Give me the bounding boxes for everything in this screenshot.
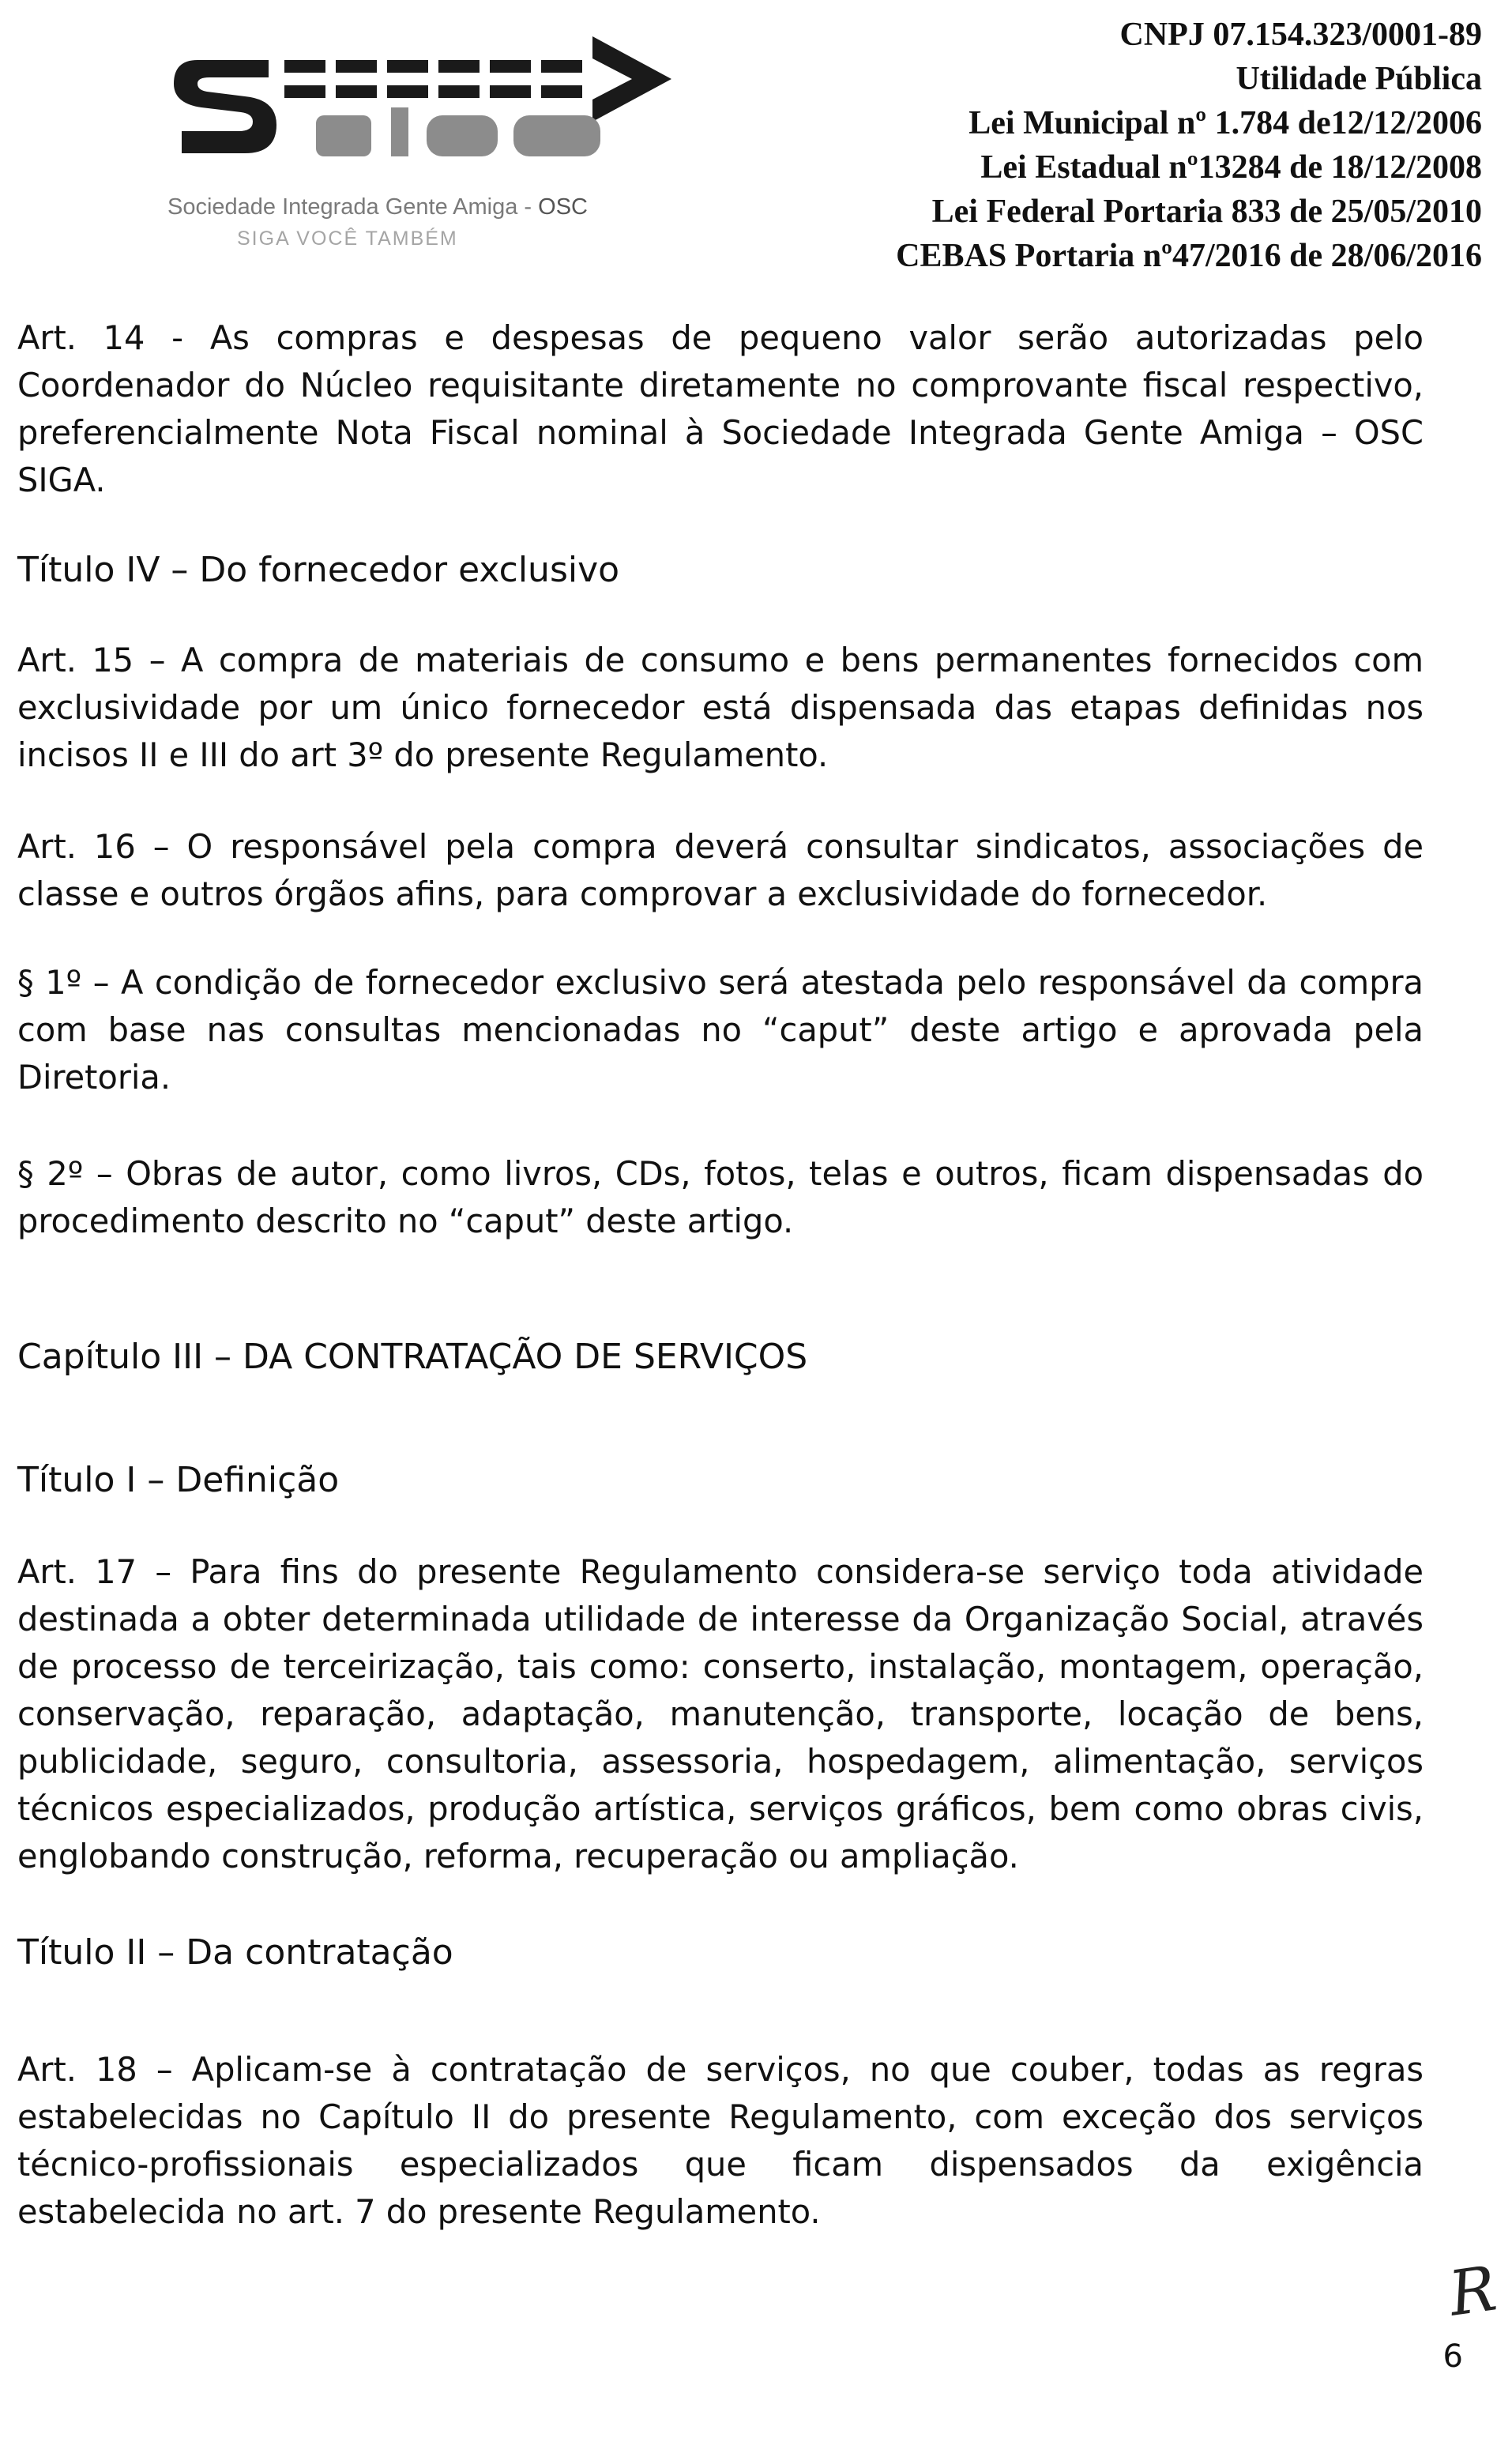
- paragraph-2: § 2º – Obras de autor, como livros, CDs, fotos, telas e outros, ficam dispensadas do procedimento descrito no “caput” deste artigo.: [17, 1154, 1424, 1240]
- logo-arrow-graphic: [166, 28, 671, 163]
- article-14: Art. 14 - As compras e despesas de pequeno valor serão autorizadas pelo Coordenador do Núcleo requisitante diretamente no comprovante fiscal respectivo, preferencialmente Nota Fiscal nominal à Sociedade Integrada Gente Amiga – OSC SIGA.: [17, 318, 1424, 499]
- document-body: [17, 314, 1424, 2236]
- heading-titulo-i: Título I – Definição: [17, 1460, 340, 1500]
- siga-logo: [118, 28, 671, 250]
- municipal-law-line: Lei Municipal nº 1.784 de12/12/2006: [969, 105, 1482, 141]
- paragraph-1: § 1º – A condição de fornecedor exclusivo será atestada pelo responsável da compra com base nas consultas mencionadas no “caput” deste artigo e aprovada pela Diretoria.: [17, 963, 1424, 1097]
- article-18: Art. 18 – Aplicam-se à contratação de serviços, no que couber, todas as regras estabelecidas no Capítulo II do presente Regulamento, com exceção dos serviços técnico-profissionais especializados que ficam dispensados da exigência estabelecida no art. 7 do presente Regulamento.: [17, 2050, 1424, 2231]
- heading-titulo-ii: Título II – Da contratação: [17, 1932, 453, 1973]
- logo-slogan: SIGA VOCÊ TAMBÉM: [237, 228, 458, 250]
- article-16: Art. 16 – O responsável pela compra deverá consultar sindicatos, associações de classe e outros órgãos afins, para comprovar a exclusividade do fornecedor.: [17, 827, 1424, 913]
- cebas-line: CEBAS Portaria nº47/2016 de 28/06/2016: [896, 238, 1482, 274]
- state-law-line: Lei Estadual nº13284 de 18/12/2008: [980, 149, 1482, 186]
- heading-titulo-iv: Título IV – Do fornecedor exclusivo: [17, 550, 620, 590]
- cnpj-line: CNPJ 07.154.323/0001-89: [1119, 17, 1482, 53]
- logo-organization-name: Sociedade Integrada Gente Amiga - OSC: [167, 194, 588, 220]
- federal-law-line: Lei Federal Portaria 833 de 25/05/2010: [931, 194, 1482, 230]
- legal-registration-info: [896, 13, 1482, 278]
- public-utility-line: Utilidade Pública: [1236, 61, 1482, 97]
- heading-capitulo-iii: Capítulo III – DA CONTRATAÇÃO DE SERVIÇOS: [17, 1337, 808, 1377]
- page-number: 6: [1442, 2338, 1463, 2375]
- handwritten-initial: R: [1445, 2253, 1501, 2330]
- article-17: Art. 17 – Para fins do presente Regulamento considera-se serviço toda atividade destinada a obter determinada utilidade de interesse da Organização Social, através de processo de terceirização, tais como: conserto, instalação, montagem, operação, conservação, reparação, adaptação, manutenção, transporte, locação de bens, publicidade, seguro, consultoria, assessoria, hospedagem, alimentação, serviços técnicos especializados, produção artística, serviços gráficos, bem como obras civis, englobando construção, reforma, recuperação ou ampliação.: [17, 1552, 1424, 1875]
- article-15: Art. 15 – A compra de materiais de consumo e bens permanentes fornecidos com exclusividade por um único fornecedor está dispensada das etapas definidas nos incisos II e III do art 3º do presente Regulamento.: [17, 641, 1424, 774]
